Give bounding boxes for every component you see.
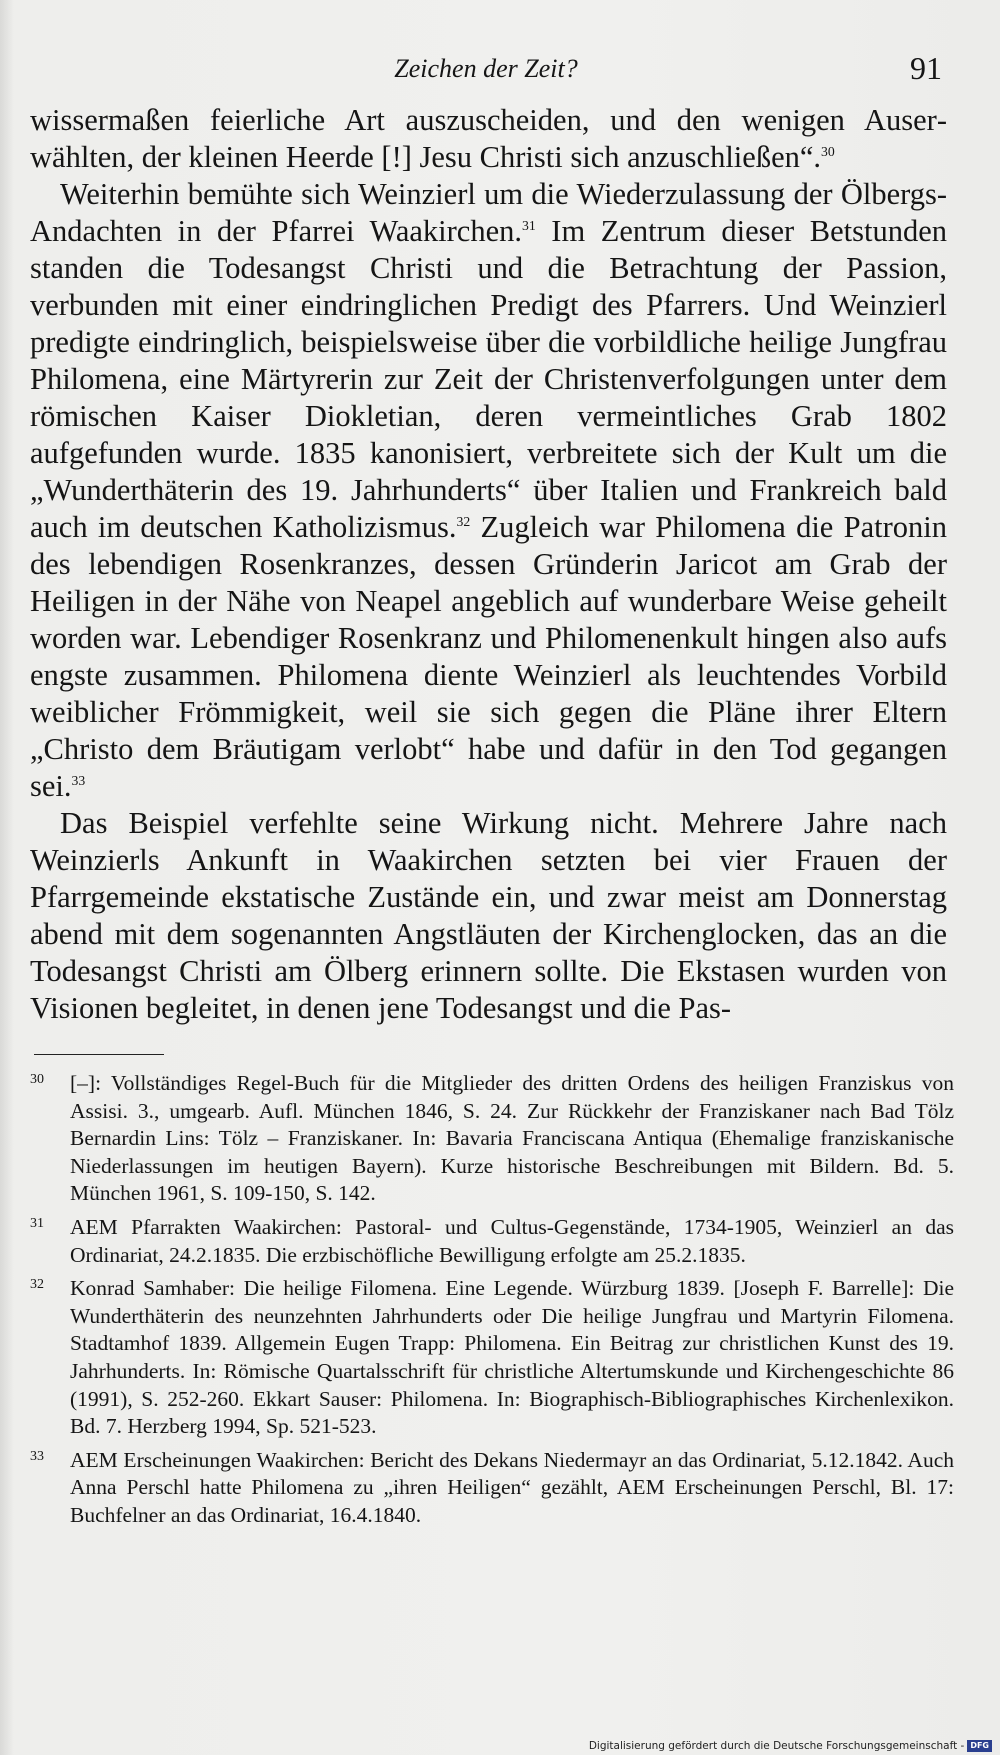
footnote-number: 33 <box>30 1448 44 1464</box>
footnote-text: [–]: Vollständiges Regel-Buch für die Mitglieder des dritten Ordens des heiligen Franziskus von Assisi. 3., umgearb. Aufl. München 1846, S. 24. Zur Rückkehr der Franziskaner nach Bad Tölz Bernardin Lins: Tölz – Franziskaner. In: Bavaria Franciscana Antiqua (Ehemalige franziskanische Niederlassungen im heutigen Bayern). Kurze historische Beschreibungen mit Bildern. Bd. 5. München 1961, S. 109-150, S. 142. <box>70 1071 954 1206</box>
paragraph-1-text: wissermaßen feierliche Art auszuscheiden, und den wenigen Auserwählten, der kleinen Heerde [!] Jesu Christi sich anzuschließen“. <box>30 103 947 174</box>
paragraph-3-text: Das Beispiel verfehlte seine Wirkung nicht. Mehrere Jahre nach Weinzierls Ankunft in Waakirchen setzten bei vier Frauen der Pfarrgemeinde ekstatische Zustände ein, und zwar meist am Donnerstag abend mit dem sogenannten Angstläuten der Kirchenglocken, das an die Todesangst Christi am Ölberg erinnern sollte. Die Ekstasen wurden von Visionen begleitet, in denen jene Todesangst und die Pas- <box>30 806 947 1025</box>
digitization-credit <box>589 1740 992 1752</box>
paragraph-2-part-3: Zugleich war Philomena die Patronin des lebendigen Rosenkranzes, dessen Gründerin Jaricot am Grab der Heiligen in der Nähe von Neapel angeblich auf wunderbare Weise geheilt worden war. Lebendiger Rosenkranz und Philomenenkult hingen also aufs engste zusammen. Philomena diente Weinzierl als leuchtendes Vorbild weiblicher Frömmigkeit, weil sie sich gegen die Pläne ihrer Eltern „Christo dem Bräutigam verlobt“ habe und dafür in den Tod gegangen sei. <box>30 510 948 803</box>
footnote-30 <box>30 1070 954 1208</box>
page-header <box>30 50 942 94</box>
main-text <box>30 102 947 1027</box>
footnote-text: Konrad Samhaber: Die heilige Filomena. Eine Legende. Würzburg 1839. [Joseph F. Barrelle]: Die Wunderthäterin des neunzehnten Jahrhunderts oder Die heilige Jungfrau und Martyrin Filomena. Stadtamhof 1839. Allgemein Eugen Trapp: Philomena. Ein Beitrag zur christlichen Kunst des 19. Jahrhunderts. In: Römische Quartalsschrift für christliche Altertumskunde und Kirchengeschichte 86 (1991), S. 252-260. Ekkart Sauser: Philomena. In: Biographisch-Bibliographisches Kirchenlexikon. Bd. 7. Herzberg 1994, Sp. 521-523. <box>70 1276 954 1439</box>
paragraph-2-part-2: Im Zentrum dieser Betstunden standen die Todesangst Christi und die Betrachtung der Passion, verbunden mit einer eindringlichen Predigt des Pfarrers. Und Weinzierl predigte eindringlich, beispielsweise über die vorbildliche heilige Jungfrau Philomena, eine Märtyrerin zur Zeit der Christenverfolgungen unter dem römischen Kaiser Diokletian, deren vermeintliches Grab 1802 aufgefunden wurde. 1835 kanonisiert, verbreitete sich der Kult um die „Wunderthäterin des 19. Jahrhunderts“ über Italien und Frankreich bald auch im deutschen Katholizismus. <box>30 214 947 544</box>
paragraph-3 <box>30 805 947 1027</box>
paragraph-1 <box>30 102 947 176</box>
footnote-text: AEM Pfarrakten Waakirchen: Pastoral- und Cultus-Gegenstände, 1734-1905, Weinzierl an das Ordinariat, 24.2.1835. Die erzbischöfliche Bewilligung erfolgte am 25.2.1835. <box>70 1214 954 1267</box>
footnote-text: AEM Erscheinungen Waakirchen: Bericht des Dekans Niedermayr an das Ordinariat, 5.12.1842. Auch Anna Perschl hatte Philomena zu „ihren Heiligen“ gezählt, AEM Erscheinungen Perschl, Bl. 17: Buchfelner an das Ordinariat, 16.4.1840. <box>70 1447 954 1527</box>
footnotes <box>30 1070 954 1536</box>
footnote-32 <box>30 1275 954 1441</box>
footnote-31 <box>30 1214 954 1269</box>
footnote-ref-31[interactable]: 31 <box>522 217 536 233</box>
page-number: 91 <box>910 50 942 86</box>
footnote-number: 30 <box>30 1072 44 1087</box>
footnote-divider <box>34 1054 164 1055</box>
running-title: Zeichen der Zeit? <box>394 54 578 83</box>
footnote-33 <box>30 1447 954 1530</box>
paragraph-2-part-1: Weiterhin bemühte sich Weinzierl um die Wiederzulassung der Ölbergs-Andachten in der Pfarrei Waakirchen. <box>30 177 947 248</box>
paragraph-2 <box>30 176 947 805</box>
footnote-number: 31 <box>30 1215 44 1231</box>
footnote-ref-32[interactable]: 32 <box>456 513 471 529</box>
footnote-ref-33[interactable]: 33 <box>71 772 86 788</box>
footnote-ref-30[interactable]: 30 <box>821 143 835 159</box>
dfg-logo-icon: DFG <box>967 1740 992 1752</box>
footnote-number: 32 <box>30 1277 44 1293</box>
credit-text: Digitalisierung gefördert durch die Deutsche Forschungsgemeinschaft - <box>588 1740 965 1752</box>
